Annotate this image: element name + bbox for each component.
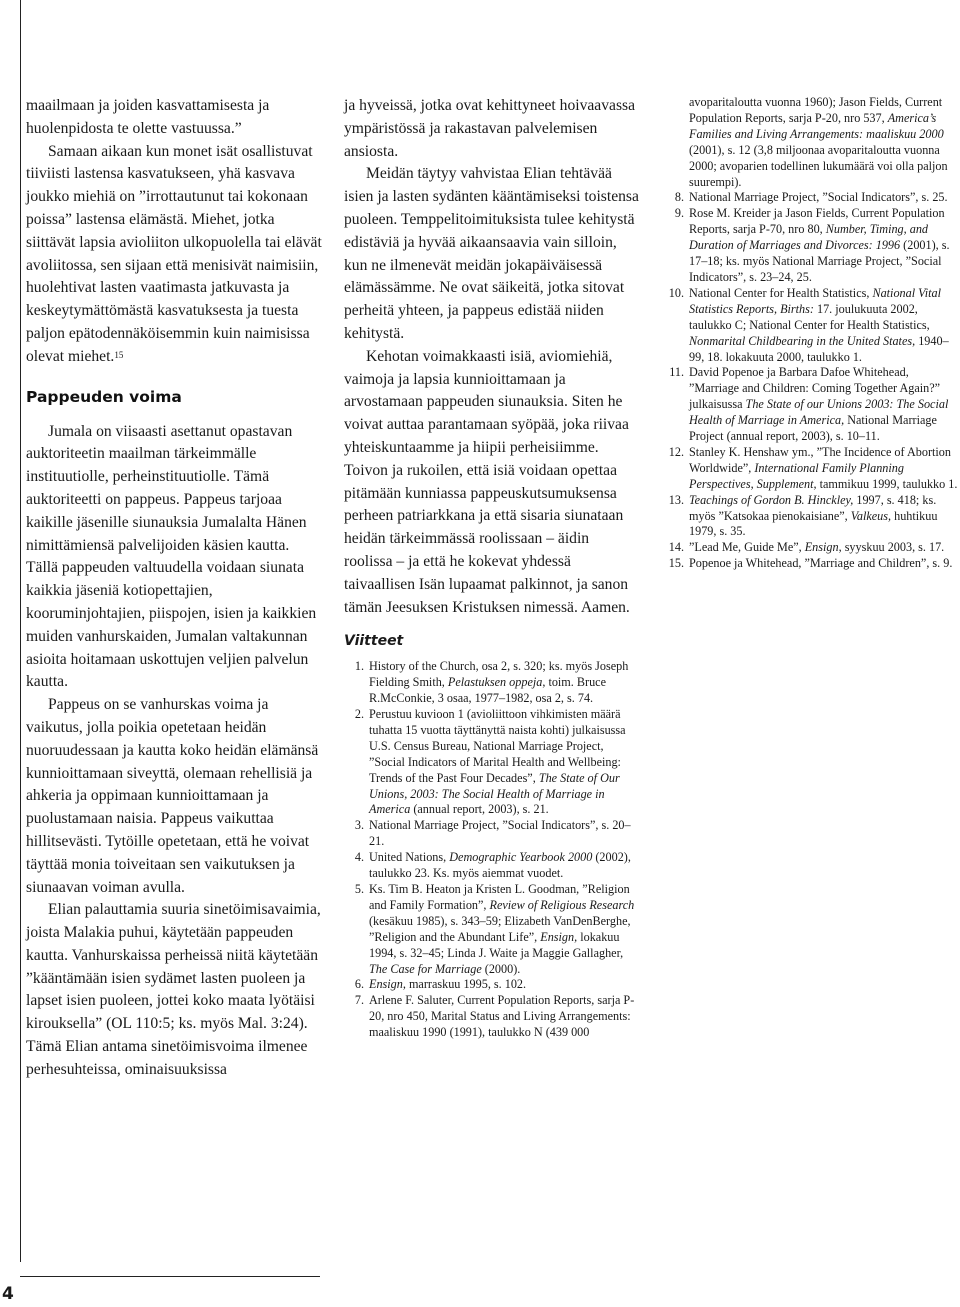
paragraph: Meidän täytyy vahvistaa Elian tehtävää isien ja lasten sydänten kääntämiseksi toistensa puoleen. Temppelitoimituksista tulee kehitystä edistäviä ja hyvää aikaansaavia vain silloin, kun ne ilmenevät meidän jokapäiväisessä elämässämme. Ne ovat säikeitä, jotka sitovat perheitä yhteen, ja pappeus edistää niiden kehitystä. [344, 165, 639, 342]
reference-item [664, 286, 958, 366]
footnote-ref: 15 [114, 349, 124, 360]
reference-number: 10. [668, 285, 684, 300]
reference-title: Review of Religious Research [489, 897, 635, 912]
reference-text: avoparitaloutta vuonna 1960); Jason Fields, Current Population Reports, sarja P-20, nro 537, [689, 95, 943, 125]
reference-item [664, 556, 958, 572]
reference-text: History of the Church, osa 2, s. 320; ks. myös Joseph Fielding Smith, [369, 659, 629, 690]
reference-number: 3. [354, 818, 364, 833]
reference-title: The State of our Unions 2003: The Social Health of Marriage in America, [689, 397, 949, 428]
reference-number: 2. [354, 707, 364, 722]
reference-number: 15. [668, 556, 684, 571]
reference-text: huhtikuu 1979, s. 35. [689, 508, 938, 539]
page-number: 4 [2, 1284, 14, 1304]
reference-item [344, 993, 640, 1041]
reference-text: lokakuu 1994, s. 32–45; Linda J. Waite ja Maggie Gallagher, [369, 929, 624, 960]
reference-title: Teachings of Gordon B. Hinckley, [689, 492, 854, 507]
reference-title: Number, Timing, and Duration of Marriages and Divorces: 1996 [689, 222, 929, 253]
reference-title: Ensign [804, 540, 839, 555]
reference-text: (kesäkuu 1985), s. 343–59; Elizabeth VanDenBerghe, ”Religion and the Abundant Life”, [369, 913, 631, 944]
reference-number: 9. [674, 206, 684, 221]
reference-text: , toim. Bruce R.McConkie, 3 osaa, 1977–1982, osa 2, s. 74. [369, 675, 606, 706]
reference-text: tammikuu 1999, taulukko 1. [816, 476, 958, 491]
reference-item [664, 190, 958, 206]
reference-text: (2001), s. 12 (3,8 miljoonaa avoparitaloutta vuonna 2000; avoparien todellinen lukumäärä voi olla paljon suurempi). [689, 142, 948, 189]
reference-text: 1940–99, 18. lokakuuta 2000, taulukko 1. [689, 333, 949, 364]
reference-text: Popenoe ja Whitehead, ”Marriage and Children”, s. 9. [689, 556, 953, 571]
reference-text: 17. joulukuuta 2002, taulukko C; National Center for Health Statistics, [689, 301, 930, 332]
left-margin-rule [20, 0, 21, 1262]
reference-text: Perustuu kuvioon 1 (avioliittoon vihkimisten määrä tuhatta 15 vuotta täyttänyttä naista kohti) julkaisussa U.S. Census Bureau, National Marriage Project, ”Social Indicators of Marital Health and Wellbeing: Trends of the Past Four Decades”, [369, 707, 626, 785]
reference-item [664, 445, 958, 493]
reference-text: Stanley K. Henshaw ym., ”The Incidence of Abortion Worldwide”, [689, 444, 951, 475]
reference-item [344, 707, 640, 818]
reference-item [344, 977, 640, 993]
reference-text: National Marriage Project, ”Social Indicators”, s. 20–21. [369, 818, 631, 849]
paragraph: Elian palauttamia suuria sinetöimisavaimia, joista Malakia puhui, käytetään pappeuden kautta. Vanhurskaissa perheissä niitä käytetään ”kääntämään isien sydämet lasten puoleen ja lapset isien puoleen, jottei koko maata lyötäisi kirouksella” (OL 110:5; ks. myös Mal. 3:24). Tämä Elian antama sinetöimisvoima ilmenee perhesuhteissa, ominaisuuksissa [26, 901, 321, 1078]
reference-title: Ensign, [369, 977, 406, 992]
references-list [664, 190, 958, 572]
reference-text: National Center for Health Statistics, [689, 285, 873, 300]
reference-title: Pelastuksen oppeja [447, 675, 543, 690]
reference-number: 11. [669, 365, 684, 380]
reference-text: 1997, s. 418; ks. myös ”Katsokaa pienokaisiane”, [689, 492, 937, 523]
reference-number: 14. [668, 540, 684, 555]
reference-text: ”Lead Me, Guide Me”, [689, 540, 805, 555]
reference-item [344, 850, 640, 882]
references-heading: Viitteet [344, 633, 404, 650]
reference-title: The State of Our Unions, 2003: The Social Health of Marriage in America [369, 770, 620, 817]
column-2 [344, 95, 640, 1041]
paragraph: Kehotan voimakkaasti isiä, aviomiehiä, vaimoja ja lapsia kunnioittamaan ja arvostamaan pappeuden siunauksia. Siten he voivat auttaa parantamaan syöpää, joka riivaa yhteiskuntaamme ja hiipii perheisiimme. Toivon ja rukoilen, että isiä voidaan opettaa pitämään kunniassa pappeuskutsumuksensa perheen patriarkkana ja että sisaria siunataan heidän tärkeimmässä roolissaan – äidin roolissa – ja että he kokevat yhdessä taivaallisen Isän lupaamat palkinnot, ja sanon tämän Jeesuksen Kristuksen nimessä. Aamen. [344, 347, 630, 616]
reference-title: International Family Planning Perspectives, Supplement, [689, 460, 904, 491]
reference-number: 4. [354, 850, 364, 865]
reference-text: Ks. Tim B. Heaton ja Kristen L. Goodman, ”Religion and Family Formation”, [369, 882, 630, 912]
paragraph-text: Samaan aikaan kun monet isät osallistuvat tiiviisti lastensa kasvatukseen, yhä kasvava joukko miehiä on ”irrottautunut tai kokonaan poissa” lastensa elämästä. Miehet, jotka siittävät lapsia avioliiton ulkopuolella tai elävät avoliitossa, sen sijaan että menisivät naimisiin, huolehtivat lasten vaatimasta jatkuvasta ja keskeytymättömästä kasvatuksesta ja tuesta paljon epätodennäköisemmin kuin naimisissa olevat miehet. [26, 142, 322, 365]
reference-number: 13. [668, 492, 684, 507]
reference-item [344, 818, 640, 850]
reference-item [344, 659, 640, 707]
reference-item [664, 540, 958, 556]
reference-title: The Case for Marriage [369, 961, 482, 976]
paragraph: Pappeus on se vanhurskas voima ja vaikutus, jolla poikia opetetaan heidän nuoruudessaan ja kautta koko heidän elämänsä kunnioittamaan siveyttä, olemaan rehellisiä ja ahkeria ja oppimaan kunnioittamaan ja puolustamaan naisia. Pappeus vaikuttaa hillitsevästi. Tytöille opetetaan, että he voivat täyttää monia toiveitaan sen vaikutuksen ja siunaavan voiman avulla. [26, 696, 319, 896]
reference-number: 6. [354, 977, 364, 992]
column-1 [26, 95, 322, 1082]
section-heading: Pappeuden voima [26, 387, 182, 406]
reference-text: David Popenoe ja Barbara Dafoe Whitehead, ”Marriage and Children: Coming Together Again?” julkaisussa [689, 365, 941, 412]
reference-number: 1. [354, 659, 364, 674]
reference-text: Rose M. Kreider ja Jason Fields, Current Population Reports, sarja P-70, nro 80, [689, 206, 945, 237]
reference-title: Valkeus, [850, 508, 892, 523]
paragraph: ja hyveissä, jotka ovat kehittyneet hoivaavassa ympäristössä ja rakastavan palvelemisen ansiosta. [344, 97, 635, 160]
reference-item [664, 493, 958, 541]
reference-text: National Marriage Project (annual report, 2003), s. 10–11. [689, 413, 937, 444]
paragraph: maailmaan ja joiden kasvattamisesta ja huolenpidosta te olette vastuussa.” [26, 97, 270, 137]
reference-item [344, 882, 640, 977]
reference-title: Nonmarital Childbearing in the United States, [689, 333, 916, 348]
reference-title: America’s Families and Living Arrangements: maaliskuu 2000 [689, 110, 944, 141]
paragraph: Jumala on viisaasti asettanut opastavan auktoriteetin maailman tärkeimmälle instituutiolle, perheinstituutiolle. Tämä auktoriteetti on pappeus. Pappeus tarjoaa kaikille jäsenille siunauksia Jumalalta Hänen nimittämiensä palvelijoiden käsien kautta. Tällä pappeuden valtuudella voidaan siunata kaikkia jäseniä kotiopettajien, kooruminjohtajien, piispojen, isien ja kaikkien muiden vanhurskaiden, Jumalan valtakunnan asioita hoitamaan uskottujen veljien palvelun kautta. [26, 422, 317, 691]
bottom-rule [20, 1276, 320, 1277]
reference-text: (2000). [481, 961, 521, 976]
reference-item [664, 206, 958, 286]
reference-number: 5. [354, 882, 364, 897]
reference-text: marraskuu 1995, s. 102. [405, 977, 527, 992]
reference-text: , syyskuu 2003, s. 17. [838, 540, 945, 555]
reference-text: United Nations, [369, 850, 450, 865]
reference-number: 12. [668, 444, 684, 459]
reference-text: Arlene F. Saluter, Current Population Reports, sarja P-20, nro 450, Marital Status and Living Arrangements: maaliskuu 1990 (1991), taulukko N (439 000 [369, 993, 635, 1040]
reference-title: Ensign, [540, 929, 578, 944]
reference-text: (annual report, 2003), s. 21. [410, 802, 549, 817]
reference-continuation [664, 95, 958, 190]
reference-number: 8. [674, 190, 684, 205]
reference-title: National Vital Statistics Reports, Births: [689, 285, 941, 316]
references-list [344, 659, 640, 1041]
reference-text: (2001), s. 17–18; ks. myös National Marriage Project, ”Social Indicators”, s. 23–24, 25. [689, 238, 950, 284]
reference-item [664, 365, 958, 445]
reference-text: National Marriage Project, ”Social Indicators”, s. 25. [689, 190, 948, 205]
reference-text: (2002), taulukko 23. Ks. myös aiemmat vuodet. [369, 850, 631, 881]
paragraph [26, 141, 322, 369]
reference-number: 7. [354, 993, 364, 1008]
reference-title: Demographic Yearbook 2000 [449, 850, 593, 865]
column-3 [664, 95, 958, 572]
